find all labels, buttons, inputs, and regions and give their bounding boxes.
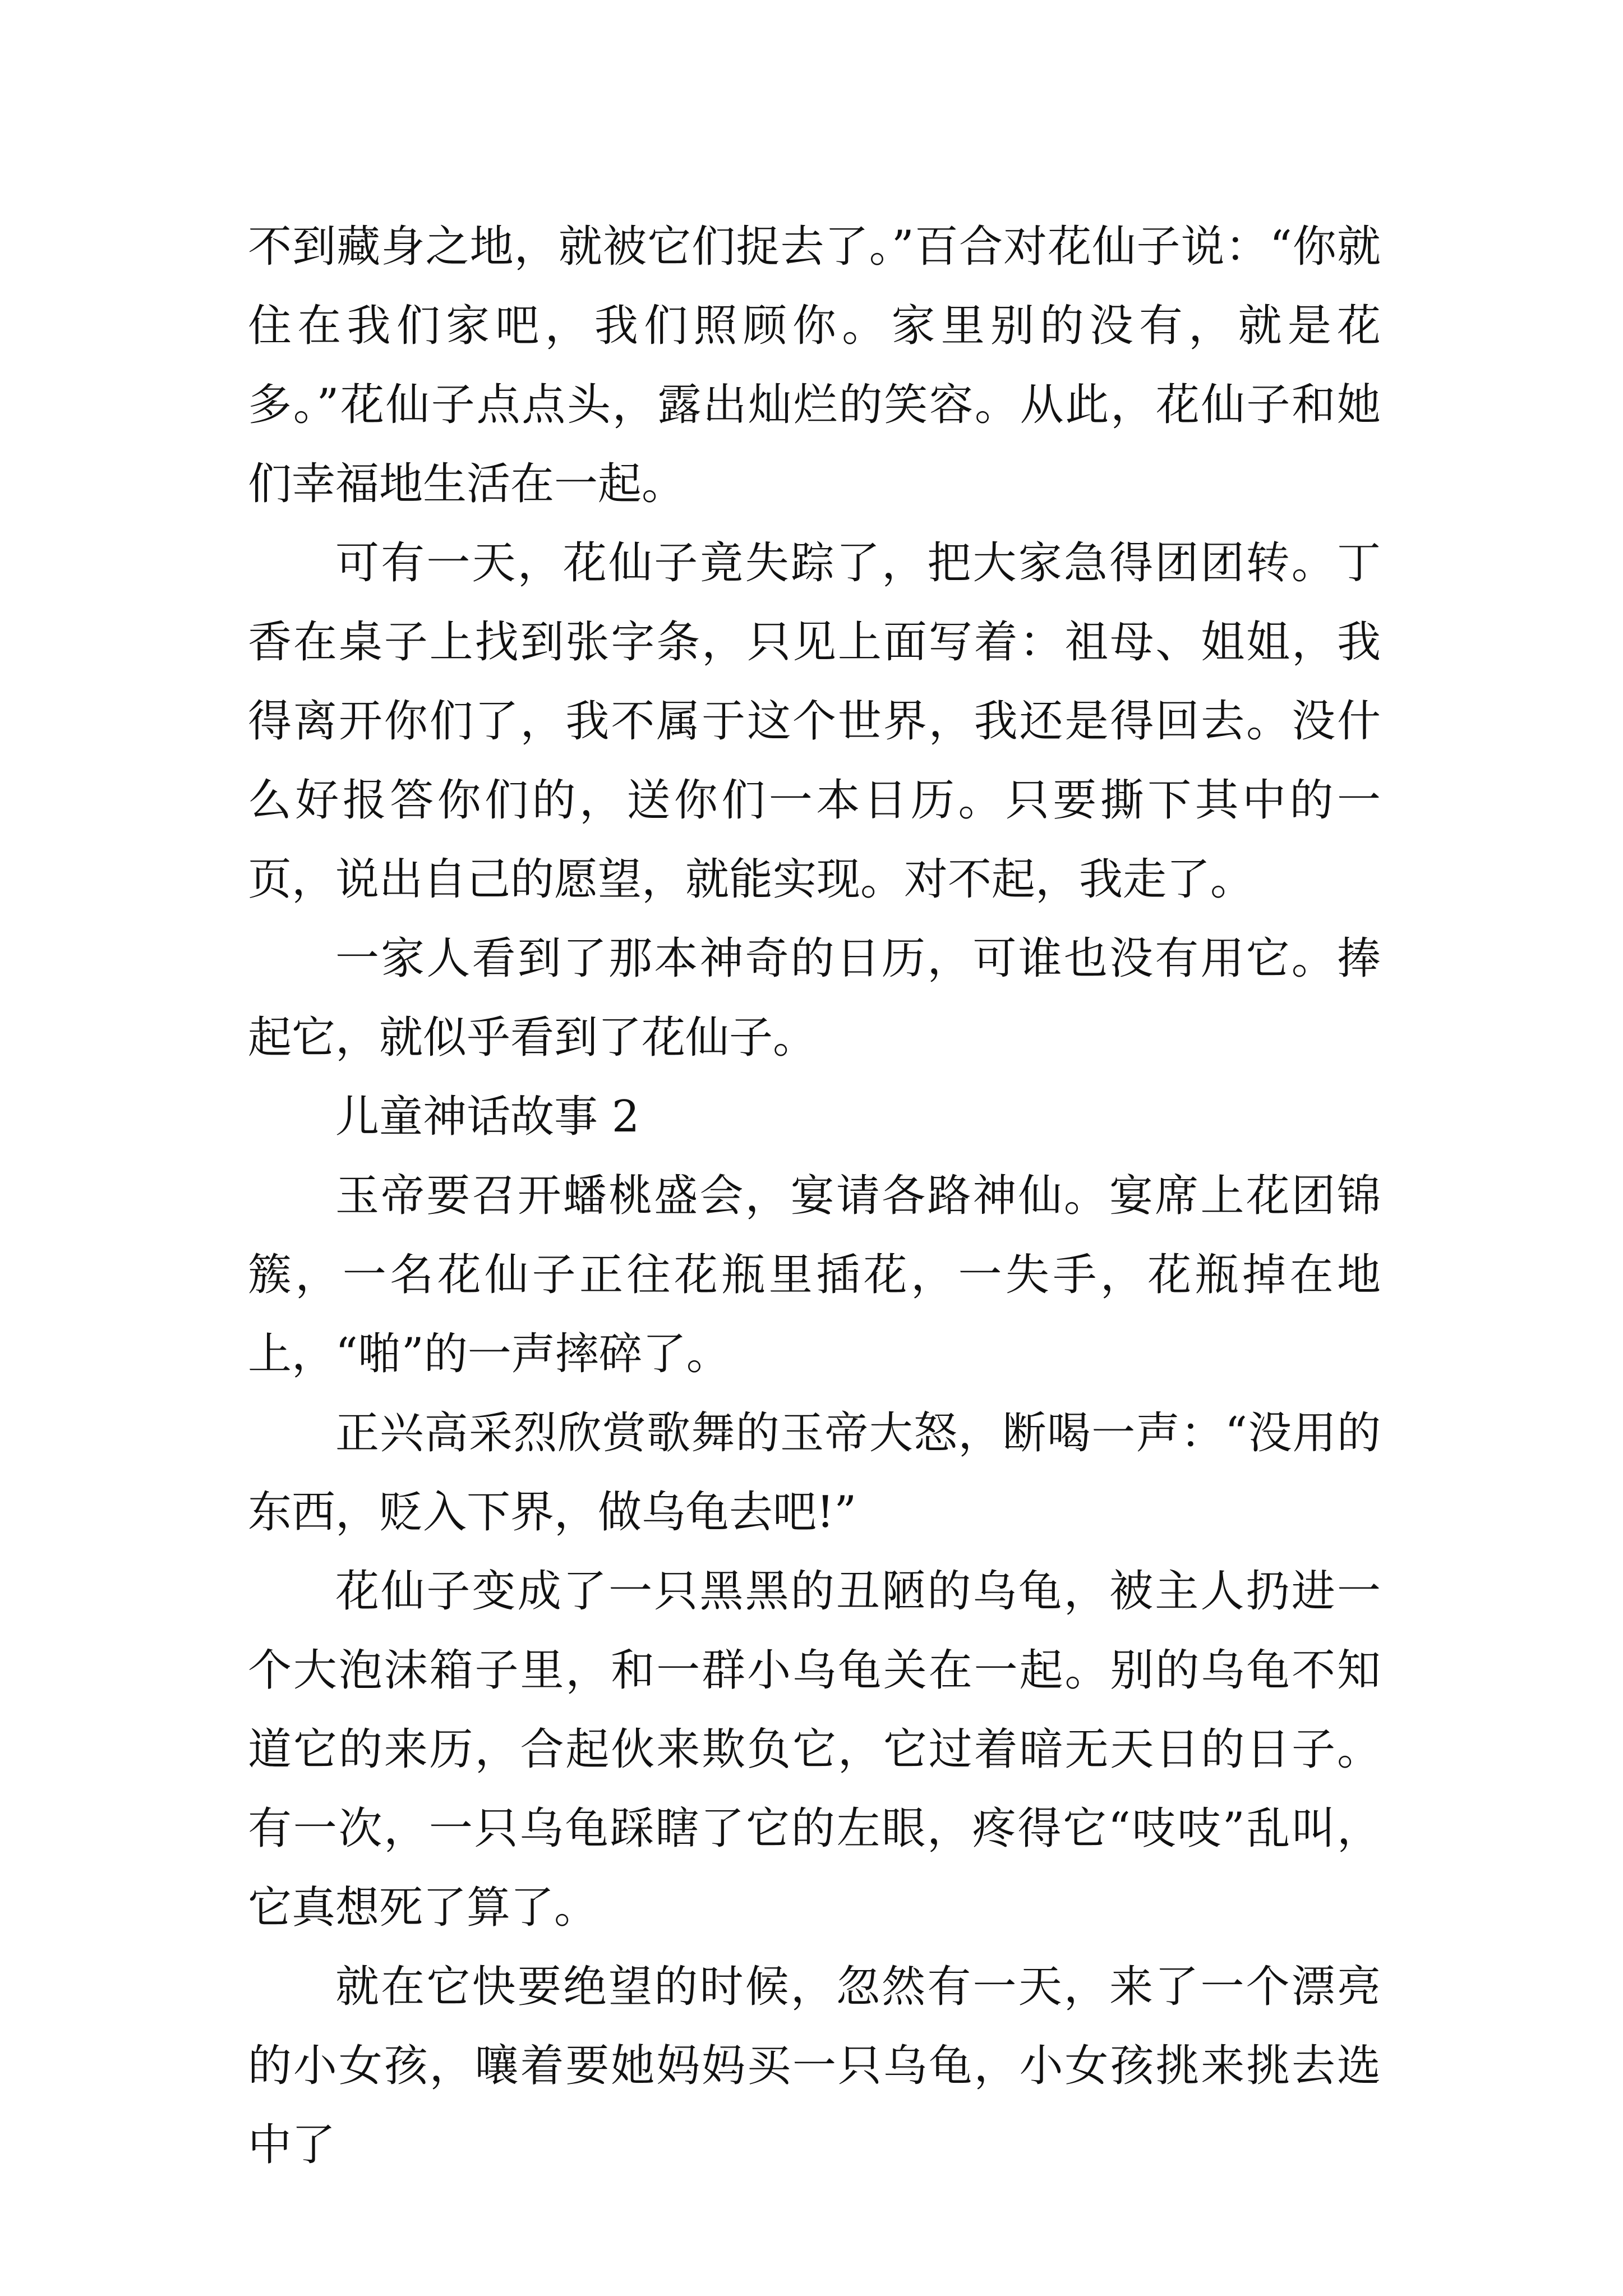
section-heading: 儿童神话故事 2	[335, 1092, 640, 1142]
paragraph-5: 正兴高采烈欣赏歌舞的玉帝大怒，断喝一声：“没用的东西，贬入下界，做乌龟去吧!”	[248, 1408, 1381, 1538]
paragraph-1: 不到藏身之地，就被它们捉去了。”百合对花仙子说：“你就住在我们家吧，我们照顾你。家里别的没有，就是花多。”花仙子点点头，露出灿烂的笑容。从此，花仙子和她们幸福地生活在一起。	[248, 222, 1381, 509]
paragraph-3: 一家人看到了那本神奇的日历，可谁也没有用它。捧起它，就似乎看到了花仙子。	[248, 933, 1381, 1063]
paragraph-2: 可有一天，花仙子竟失踪了，把大家急得团团转。丁香在桌子上找到张字条，只见上面写着：祖母、姐姐，我得离开你们了，我不属于这个世界，我还是得回去。没什么好报答你们的，送你们一本日历。只要撕下其中的一页，说出自己的愿望，就能实现。对不起，我走了。	[248, 538, 1381, 905]
paragraph-4: 玉帝要召开蟠桃盛会，宴请各路神仙。宴席上花团锦簇，一名花仙子正往花瓶里插花，一失手，花瓶掉在地上，“啪”的一声摔碎了。	[248, 1171, 1381, 1379]
paragraph-7: 就在它快要绝望的时候，忽然有一天，来了一个漂亮的小女孩，嚷着要她妈妈买一只乌龟，小女孩挑来挑去选中了	[248, 1962, 1381, 2170]
story-body	[248, 208, 1381, 2185]
paragraph-6: 花仙子变成了一只黑黑的丑陋的乌龟，被主人扔进一个大泡沫箱子里，和一群小乌龟关在一起。别的乌龟不知道它的来历，合起伙来欺负它，它过着暗无天日的日子。有一次，一只乌龟踩瞎了它的左眼，疼得它“吱吱”乱叫，它真想死了算了。	[248, 1566, 1381, 1933]
